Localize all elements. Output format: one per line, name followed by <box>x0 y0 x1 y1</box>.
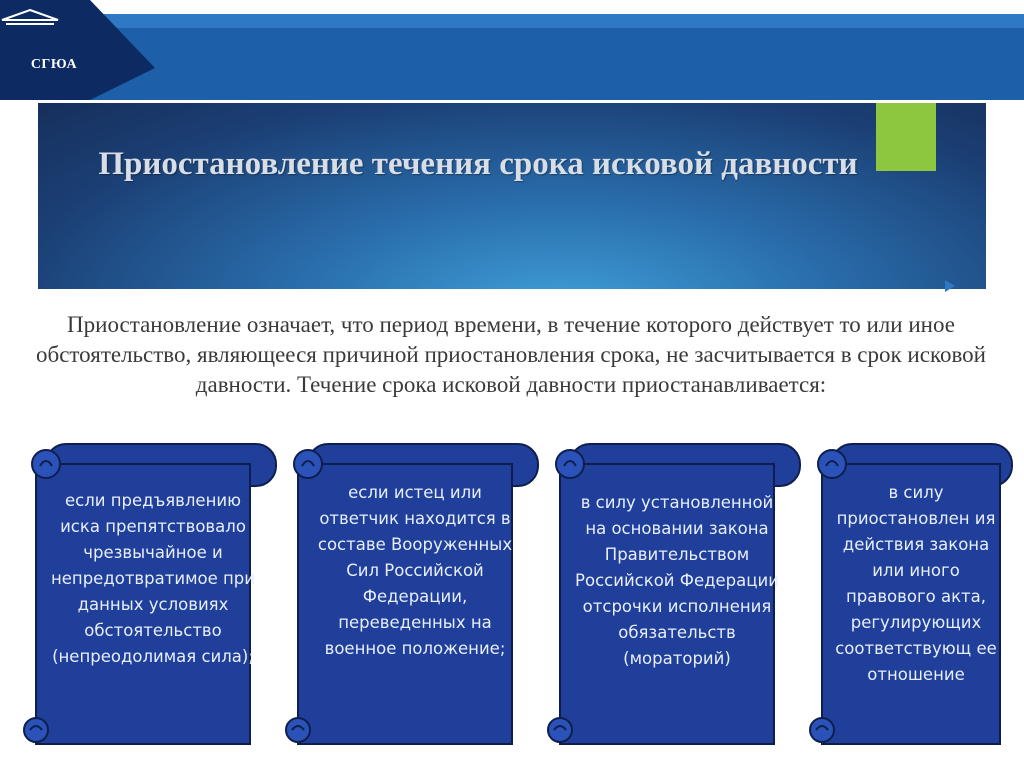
arrow-marker-icon <box>945 280 955 292</box>
scroll-card-military <box>284 440 542 748</box>
logo-text: СГЮА <box>30 57 78 72</box>
scroll-card-moratorium <box>546 440 804 748</box>
building-columns-icon <box>0 0 60 40</box>
scroll-card-force-majeure <box>22 440 280 748</box>
scroll-card-law-suspension <box>808 440 1018 748</box>
scroll-text: в силу установленной на основании закона Правительством Российской Федерации отсрочки исполнения обязательств (мораторий) <box>575 493 779 668</box>
scroll-text: если истец или ответчик находится в составе Вооруженных Сил Российской Федерации, переведенных на военное положение; <box>317 483 513 658</box>
scroll-text: в силу приостановлен ия действия закона или иного правового акта, регулирующих соответствующ ее отношение <box>835 483 997 684</box>
intro-paragraph: Приостановление означает, что период времени, в течение которого действует то или иное обстоятельство, являющееся причиной приостановления срока, не засчитывается в срок исковой давности. Течение срока исковой давности приостанавливается: <box>36 312 986 397</box>
accent-square <box>876 103 936 171</box>
scroll-text: если предъявлению иска препятствовало чрезвычайное и непредотвратимое при данных условиях обстоятельство (непреодолимая сила); <box>50 491 256 666</box>
title-banner <box>38 103 986 289</box>
logo[interactable] <box>0 0 160 100</box>
page-title: Приостановление течения срока исковой давности <box>98 146 858 182</box>
